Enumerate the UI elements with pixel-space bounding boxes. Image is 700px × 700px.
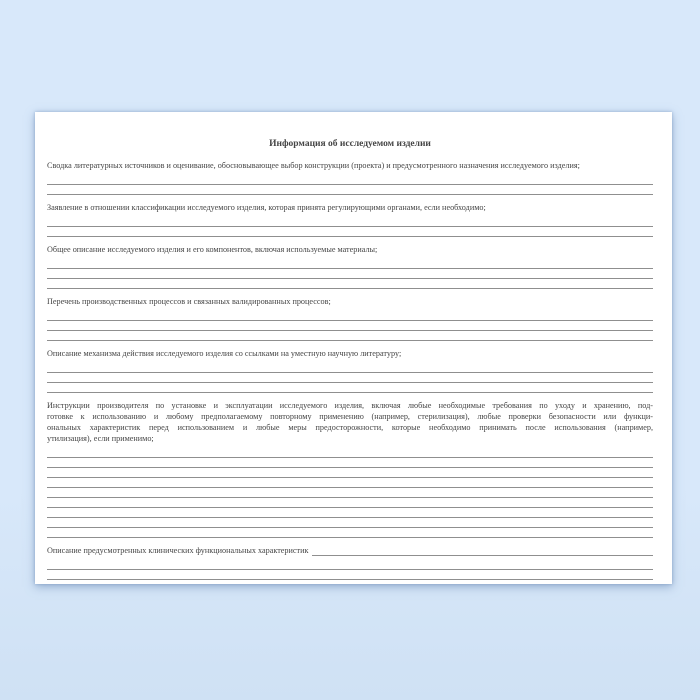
fill-in-line	[47, 518, 653, 528]
section-heading: Заявление в отношении классификации исследуемого изделия, которая принята регулирующими органами, если необходимо;	[47, 203, 486, 212]
form-section	[47, 202, 653, 237]
form-section	[47, 296, 653, 341]
fill-in-line	[47, 321, 653, 331]
fill-in-line	[47, 478, 653, 488]
fill-in-line	[47, 213, 653, 227]
section-heading: Общее описание исследуемого изделия и его компонентов, включая используемые материалы;	[47, 245, 378, 254]
document-page	[35, 112, 672, 584]
fill-in-line	[47, 307, 653, 321]
section-heading-line: готовке к использованию и любому предполагаемому повторному применению (например, стерилизация), любые проверки безопасности или функци-	[47, 412, 653, 421]
section-heading: Перечень производственных процессов и связанных валидированных процессов;	[47, 297, 331, 306]
fill-in-line	[47, 279, 653, 289]
fill-in-line	[47, 508, 653, 518]
section-heading: Сводка литературных источников и оценивание, обосновывающее выбор конструкции (проекта) и предусмотренного назначения исследуемого изделия;	[47, 161, 580, 170]
section-heading: Описание механизма действия исследуемого изделия со ссылками на уместную научную литературу;	[47, 349, 402, 358]
fill-in-line	[47, 556, 653, 570]
fill-in-line	[47, 171, 653, 185]
fill-in-line	[47, 373, 653, 383]
section-heading-line: Инструкции производителя по установке и эксплуатации исследуемого изделия, включая любые необходимые требования по уходу и хранению, под-	[47, 401, 653, 410]
fill-in-line	[47, 359, 653, 373]
fill-in-line	[47, 528, 653, 538]
form-section	[47, 545, 653, 580]
fill-in-line	[47, 255, 653, 269]
fill-in-line	[47, 269, 653, 279]
form-section	[47, 160, 653, 195]
fill-in-line	[47, 468, 653, 478]
fill-in-line	[312, 546, 653, 556]
fill-in-line	[47, 488, 653, 498]
fill-in-line	[47, 185, 653, 195]
document-sections	[47, 160, 653, 580]
fill-in-line	[47, 227, 653, 237]
section-heading-line: ональных характеристик перед использованием и любые меры предосторожности, которые необходимо принимать после использования (например,	[47, 423, 653, 432]
form-section	[47, 348, 653, 393]
fill-in-line	[47, 570, 653, 580]
form-section	[47, 244, 653, 289]
form-section	[47, 400, 653, 538]
fill-in-line	[47, 444, 653, 458]
section-heading-with-fill	[47, 545, 653, 556]
fill-in-line	[47, 498, 653, 508]
fill-in-line	[47, 383, 653, 393]
fill-in-line	[47, 331, 653, 341]
document-title: Информация об исследуемом изделии	[269, 139, 431, 149]
section-heading: Описание предусмотренных клинических функциональных характеристик	[47, 546, 309, 555]
section-heading-line: утилизация), если применимо;	[47, 434, 154, 443]
fill-in-line	[47, 458, 653, 468]
